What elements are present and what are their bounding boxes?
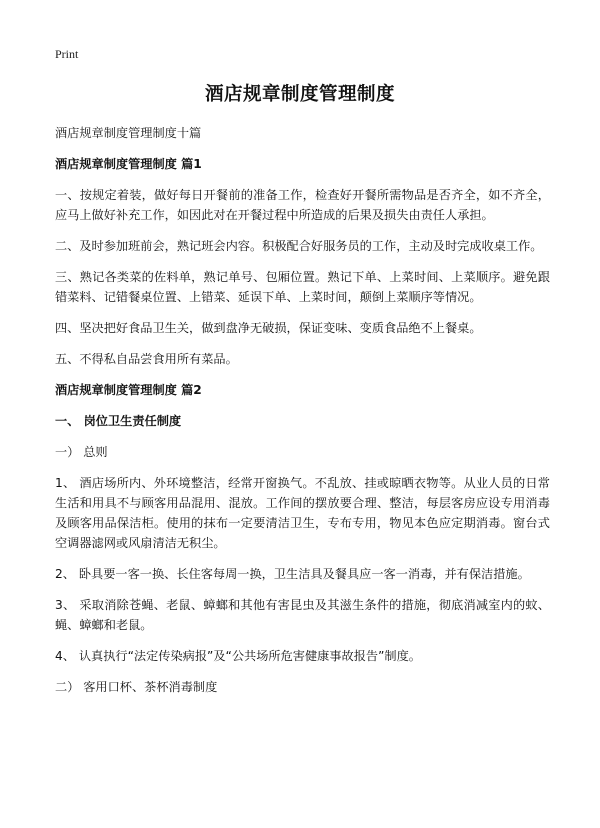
- document-subtitle: 酒店规章制度管理制度十篇: [55, 126, 202, 140]
- paragraph: 4、 认真执行“法定传染病报”及“公共场所危害健康事故报告”制度。: [55, 649, 421, 663]
- section-subheading: 一、 岗位卫生责任制度: [55, 414, 182, 428]
- cups-disinfection-label: 二） 客用口杯、茶杯消毒制度: [55, 680, 218, 694]
- section-heading-2: 酒店规章制度管理制度 篇2: [55, 383, 202, 397]
- paragraph: 2、 卧具要一客一换、长住客每周一换，卫生洁具及餐具应一客一消毒，并有保洁措施。: [55, 567, 530, 581]
- paragraph: 三、熟记各类菜的佐料单，熟记单号、包厢位置。熟记下单、上菜时间、上菜顺序。避免跟错菜料、记错餐桌位置、上错菜、延误下单、上菜时间，颠倒上菜顺序等情况。: [55, 270, 550, 304]
- print-label[interactable]: Print: [55, 47, 79, 61]
- paragraph: 五、不得私自品尝食用所有菜品。: [55, 352, 238, 366]
- section-heading-1: 酒店规章制度管理制度 篇1: [55, 157, 202, 171]
- paragraph: 3、 采取消除苍蝇、老鼠、蟑螂和其他有害昆虫及其滋生条件的措施，彻底消减室内的蚊、蝇、蟑螂和老鼠。: [55, 598, 550, 632]
- paragraph: 一、按规定着装，做好每日开餐前的准备工作，检查好开餐所需物品是否齐全，如不齐全，应马上做好补充工作，如因此对在开餐过程中所造成的后果及损失由责任人承担。: [55, 188, 550, 222]
- paragraph: 1、 酒店场所内、外环境整洁，经常开窗换气。不乱放、挂或晾晒衣物等。从业人员的日常生活和用具不与顾客用品混用、混放。工作间的摆放要合理、整洁，每层客房应设专用消毒及顾客用品保洁柜。使用的抹布一定要清洁卫生，专布专用，物见本色应定期消毒。窗台式空调器滤网或风扇清洁无积尘。: [55, 476, 550, 550]
- paragraph: 二、及时参加班前会，熟记班会内容。积极配合好服务员的工作，主动及时完成收桌工作。: [55, 239, 543, 253]
- document-body: [55, 123, 550, 708]
- general-label: 一） 总则: [55, 445, 108, 459]
- paragraph: 四、坚决把好食品卫生关，做到盘净无破损，保证变味、变质食品绝不上餐桌。: [55, 321, 482, 335]
- document-title: 酒店规章制度管理制度: [204, 84, 395, 105]
